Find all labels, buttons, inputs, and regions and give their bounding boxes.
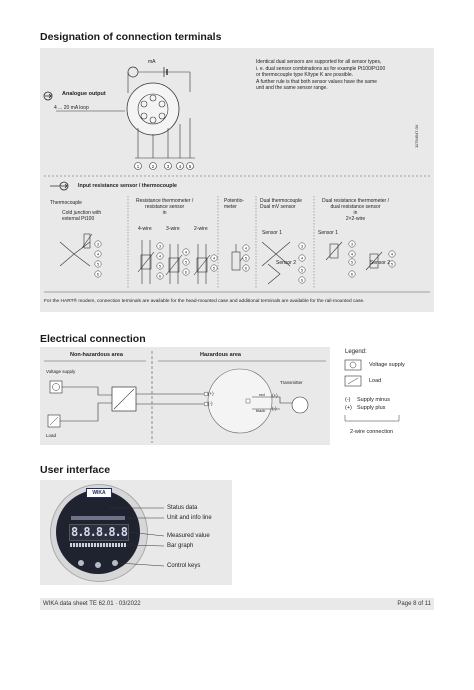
two-wire-label: 2-wire connection: [350, 429, 394, 435]
col-thermocouple: Thermocouple: [50, 200, 82, 206]
transmitter-label: Transmitter: [280, 380, 303, 385]
sensor-terminal-number: 4: [96, 251, 100, 257]
sensor-terminal-number: 4: [212, 255, 216, 261]
footer-datasheet: WIKA data sheet TE 62.01 · 03/2022: [43, 601, 141, 607]
sensor-terminal-number: 5: [300, 267, 304, 273]
electrical-heading: Electrical connection: [40, 333, 146, 345]
sensor-terminal-number: 4: [158, 253, 162, 259]
sensor-terminal-number: 6: [96, 271, 100, 277]
ammeter-icon: [128, 67, 138, 77]
sensor-terminal-number: 5: [158, 263, 162, 269]
label-control-keys: Control keys: [167, 563, 201, 569]
loop-label: 4 ... 20 mA loop: [54, 105, 89, 111]
legend-voltage-icon: [345, 360, 361, 370]
label-bar-graph: Bar graph: [167, 543, 194, 549]
hazardous-label: Hazardous area: [200, 352, 241, 358]
col-potentiometer: Potentio- meter: [224, 198, 245, 210]
page-footer: [40, 598, 434, 610]
sensor-terminal-number: 4: [390, 251, 394, 257]
load-label: Load: [46, 433, 57, 438]
sensor-terminal-number: 5: [184, 259, 188, 265]
transmitter-plus: (+): [272, 393, 278, 398]
sensor-terminal-number: 3: [300, 243, 304, 249]
sensor-terminal-number: 5: [390, 261, 394, 267]
sensor-terminal-number: 5: [350, 259, 354, 265]
voltage-supply-label: Voltage supply: [46, 369, 76, 374]
analogue-output-label: Analogue output: [62, 91, 106, 97]
sensor-terminal-number: 3: [350, 241, 354, 247]
sensor-terminal-number: 3: [158, 243, 162, 249]
terminal-number-3: 3: [166, 163, 170, 169]
sensor-terminal-number: 4: [300, 255, 304, 261]
electrical-panel: [40, 347, 330, 445]
legend-supply-minus: Supply minus: [357, 397, 391, 403]
sensor-terminal-number: 6: [184, 269, 188, 275]
non-hazardous-label: Non-hazardous area: [70, 352, 123, 358]
legend-title: Legend:: [345, 349, 367, 355]
terminal-minus: (-): [208, 401, 213, 406]
terminal-number-2: 2: [151, 163, 155, 169]
label-measured-value: Measured value: [167, 533, 210, 539]
dual-rtd-sensor2: Sensor 2: [370, 260, 391, 266]
sensor-terminal-number: 6: [158, 273, 162, 279]
hart-note: For the HART® modem, connection terminals are available for the head-mounted case and additional terminals are available for the rail-mounted case.: [44, 299, 365, 304]
col-dual-rtd: Dual resistance thermometer / dual resistance sensor in 2×2-wire: [322, 198, 389, 222]
wika-logo: WIKA: [86, 488, 112, 498]
wire-2: 2-wire: [194, 226, 208, 232]
legend-minus-sym: (-): [345, 397, 351, 403]
dual-tc-sensor1: Sensor 1: [262, 230, 283, 236]
black-wire-label: black: [256, 408, 266, 413]
transmitter-head: [127, 83, 179, 135]
sensor-terminal-number: 6: [300, 277, 304, 283]
col-rtd: Resistance thermometer / resistance sensor in: [136, 198, 194, 216]
wire-4: 4-wire: [138, 226, 152, 232]
measured-value-display: 8.8.8.8.8: [70, 525, 128, 539]
transmitter-minus: (-): [272, 406, 277, 411]
label-unit-info: Unit and info line: [167, 515, 212, 521]
voltage-supply-box: [50, 381, 62, 393]
dual-tc-sensor2: Sensor 2: [276, 260, 297, 266]
drawing-number: 11794547.0X: [414, 124, 419, 148]
input-header: Input resistance sensor / thermocouple: [78, 183, 177, 189]
wiring-diagram: [40, 347, 330, 445]
sensor-terminal-number: 6: [244, 265, 248, 271]
sensor-terminal-number: 4: [244, 245, 248, 251]
sensor-terminal-number: 5: [96, 261, 100, 267]
terminals-heading: Designation of connection terminals: [40, 31, 222, 43]
sensor-terminal-number: 5: [212, 265, 216, 271]
ui-heading: User interface: [40, 464, 111, 476]
transmitter-icon: [292, 397, 308, 413]
legend-plus-sym: (+): [345, 405, 352, 411]
terminal-number-4: 4: [178, 163, 182, 169]
sensor-terminal-number: 5: [244, 255, 248, 261]
legend-voltage-label: Voltage supply: [369, 362, 405, 368]
label-status-data: Status data: [167, 505, 198, 511]
sensor-terminal-number: 4: [184, 249, 188, 255]
legend-load-label: Load: [369, 378, 382, 384]
ui-panel: [40, 480, 232, 585]
sensor-terminal-number: 6: [350, 271, 354, 277]
cold-junction-label: Cold junction with external Pt100: [62, 210, 102, 222]
wire-3: 3-wire: [166, 226, 180, 232]
sensor-description: Identical dual sensors are supported for all sensor types, i. e. dual sensor combinations as for example Pt100/Pt100 or thermocouple type K/type K are possible. A further rule is that both sensor values have the same unit and the same sensor range.: [256, 59, 386, 92]
terminal-plus: (+): [208, 391, 214, 396]
sensor-terminal-number: 3: [96, 241, 100, 247]
dual-rtd-sensor1: Sensor 1: [318, 230, 339, 236]
terminal-number-5: 5: [188, 163, 192, 169]
footer-page-number: Page 8 of 11: [397, 601, 431, 607]
terminals-panel: [40, 48, 434, 312]
col-dual-tc: Dual thermocouple Dual mV sensor: [260, 198, 302, 210]
legend-supply-plus: Supply plus: [357, 405, 386, 411]
sensor-terminal-number: 4: [350, 251, 354, 257]
red-wire-label: red: [259, 392, 265, 397]
ma-label: mA: [148, 59, 156, 65]
terminal-number-1: 1: [136, 163, 140, 169]
